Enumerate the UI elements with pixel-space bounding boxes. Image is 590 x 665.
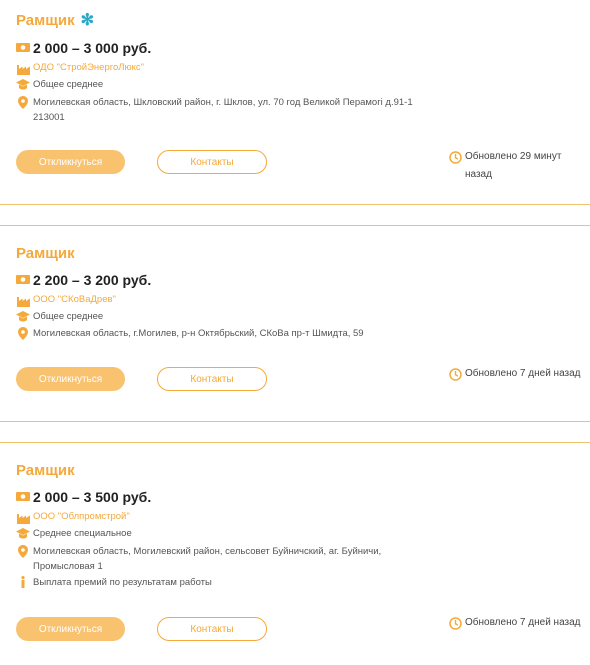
info-icon (16, 575, 30, 589)
company-link[interactable]: ОДО "СтройЭнергоЛюкс" (33, 62, 145, 73)
education-row (16, 309, 103, 324)
salary-row (16, 272, 151, 288)
factory-icon (16, 294, 30, 308)
clock-icon (448, 367, 462, 381)
apply-button[interactable]: Откликнуться (16, 367, 125, 391)
vacancy-title-row (16, 462, 75, 479)
divider (0, 442, 590, 443)
vacancy-card (0, 232, 590, 422)
location-pin-icon (16, 544, 30, 558)
company-row (16, 294, 116, 308)
divider (0, 421, 590, 422)
contacts-button[interactable]: Контакты (157, 367, 267, 391)
updated-info (448, 365, 585, 383)
address: Могилевская область, г.Могилев, р-н Октябрьский, СКоВа пр-т Шмидта, 59 (33, 328, 364, 339)
education-row (16, 526, 132, 541)
company-row (16, 511, 130, 525)
contacts-button[interactable]: Контакты (157, 617, 267, 641)
company-link[interactable]: ООО "Облпромстрой" (33, 511, 130, 522)
extra-row (16, 575, 212, 590)
location-pin-icon (16, 326, 30, 340)
education-row (16, 77, 103, 92)
education: Общее среднее (33, 79, 104, 90)
address: Могилевская область, Шкловский район, г. Шклов, ул. 70 год Великой Перамогі д.91-1 213001 (33, 97, 413, 123)
extra-info: Выплата премий по результатам работы (33, 577, 212, 588)
divider (0, 204, 590, 205)
clock-icon (448, 150, 462, 164)
clock-icon (448, 616, 462, 630)
updated-text: Обновлено 7 дней назад (465, 617, 581, 628)
vacancy-title[interactable]: Рамщик (16, 245, 75, 262)
company-link[interactable]: ООО "СКоВаДрев" (33, 294, 116, 305)
updated-info (448, 148, 585, 184)
money-icon (16, 489, 30, 503)
factory-icon (16, 511, 30, 525)
updated-text: Обновлено 7 дней назад (465, 368, 581, 379)
address-row (16, 95, 436, 125)
address: Могилевская область, Могилевский район, сельсовет Буйничский, аг. Буйничи, Промысловая 1 (33, 546, 382, 572)
factory-icon (16, 62, 30, 76)
apply-button[interactable]: Откликнуться (16, 617, 125, 641)
updated-text: Обновлено 29 минут назад (465, 151, 562, 180)
vacancy-title-row (16, 245, 75, 262)
contacts-button[interactable]: Контакты (157, 150, 267, 174)
location-pin-icon (16, 95, 30, 109)
graduation-cap-icon (16, 309, 30, 323)
company-row (16, 62, 144, 76)
education: Общее среднее (33, 311, 104, 322)
apply-button[interactable]: Откликнуться (16, 150, 125, 174)
vacancy-title[interactable]: Рамщик (16, 462, 75, 479)
address-row (16, 544, 416, 574)
updated-info (448, 614, 585, 632)
salary: 2 000 – 3 500 руб. (33, 489, 152, 505)
graduation-cap-icon (16, 77, 30, 91)
vacancy-title[interactable]: Рамщик (16, 12, 75, 29)
new-spark-icon: ✻ (80, 11, 95, 29)
salary-row (16, 40, 151, 56)
education: Среднее специальное (33, 528, 132, 539)
vacancy-card (0, 0, 590, 200)
salary: 2 200 – 3 200 руб. (33, 272, 152, 288)
salary-row (16, 489, 151, 505)
divider (0, 225, 590, 226)
money-icon (16, 272, 30, 286)
money-icon (16, 40, 30, 54)
address-row (16, 326, 436, 341)
salary: 2 000 – 3 000 руб. (33, 40, 152, 56)
vacancy-title-row (16, 12, 94, 29)
graduation-cap-icon (16, 526, 30, 540)
vacancy-card (0, 449, 590, 665)
